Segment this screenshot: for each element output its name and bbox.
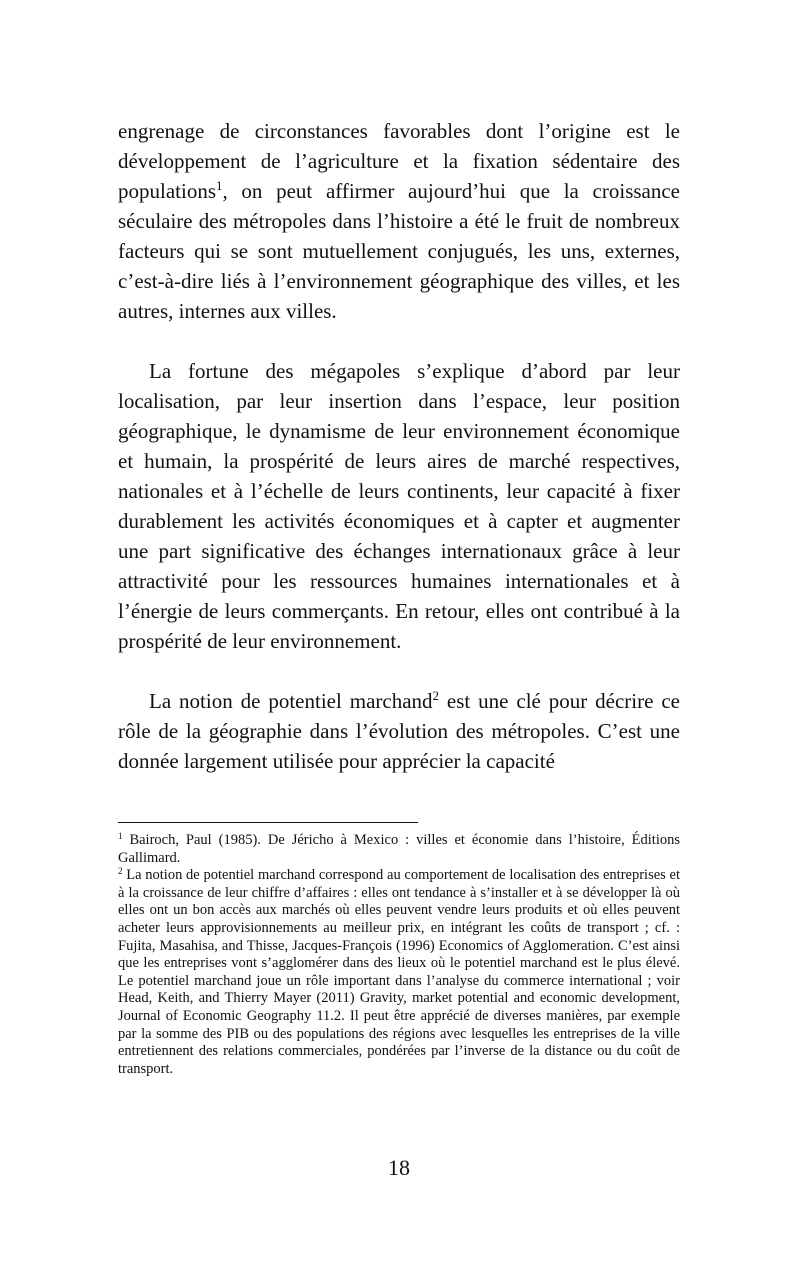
page-number: 18 (388, 1155, 410, 1180)
paragraph-1 (118, 116, 680, 326)
paragraph-3-text-a: La notion de potentiel marchand (149, 689, 433, 713)
footnotes (118, 832, 680, 1078)
paragraph-2-text: La fortune des mégapoles s’explique d’abord par leur localisation, par leur insertion dans l’espace, leur position géographique, le dynamisme de leur environnement économique et humain, la prospérité de leurs aires de marché respectives, nationales et à l’échelle de leurs continents, leur capacité à fixer durablement les activités économiques et à capter et augmenter une part significative des échanges internationaux grâce à leur attractivité pour les ressources humaines internationales et à l’énergie de leurs commerçants. En retour, elles ont contribué à la prospérité de leur environnement. (118, 359, 680, 653)
footnote-marker-1: 1 (118, 831, 123, 841)
footnote-1-text: Bairoch, Paul (1985). De Jéricho à Mexico : villes et économie dans l’histoire, Éditions Gallimard. (118, 832, 680, 866)
main-text (118, 116, 680, 776)
footnote-separator (118, 822, 418, 823)
footnote-2-text: La notion de potentiel marchand correspond au comportement de localisation des entreprises et à la croissance de leur chiffre d’affaires : elles ont tendance à s’installer et à se développer là où elles ont un bon accès aux marchés où elles peuvent vendre leurs produits et où elles peuvent acheter leurs approvisionnements au meilleur prix, en intégrant les coûts de transport ; cf. : Fujita, Masahisa, and Thisse, Jacques-François (1996) Economics of Agglomeration. C’est ainsi que les entreprises vont s’agglomérer dans des lieux où le potentiel marchand est le plus élevé. Le potentiel marchand joue un rôle important dans l’analyse du commerce international ; voir Head, Keith, and Thierry Mayer (2011) Gravity, market potential and economic development, Journal of Economic Geography 11.2. Il peut être apprécié de diverses manières, par exemple par la somme des PIB ou des populations des régions avec lesquelles les entreprises de la ville entretiennent des relations commerciales, pondérées par l’inverse de la distance ou du coût de transport. (118, 867, 680, 1077)
footnote-marker-2: 2 (118, 866, 123, 877)
paragraph-1-text-a: engrenage de circonstances favorables dont l’origine est le développement de l’agriculture et la fixation sédentaire des populations (118, 119, 680, 203)
paragraph-3 (118, 686, 680, 776)
footnote-ref-1[interactable]: 1 (216, 178, 223, 193)
paragraph-3-text-b: est une clé pour décrire ce rôle de la géographie dans l’évolution des métropoles. C’est une donnée largement utilisée pour apprécier la capacité (118, 689, 680, 773)
paragraph-2 (118, 356, 680, 656)
footnote-ref-2[interactable]: 2 (432, 688, 440, 703)
footnote-2 (118, 867, 680, 1078)
footnote-1 (118, 832, 680, 867)
paragraph-1-text-b: , on peut affirmer aujourd’hui que la croissance séculaire des métropoles dans l’histoire a été le fruit de nombreux facteurs qui se sont mutuellement conjugués, les uns, externes, c’est-à-dire liés à l’environnement géographique des villes, et les autres, internes aux villes. (118, 179, 680, 323)
